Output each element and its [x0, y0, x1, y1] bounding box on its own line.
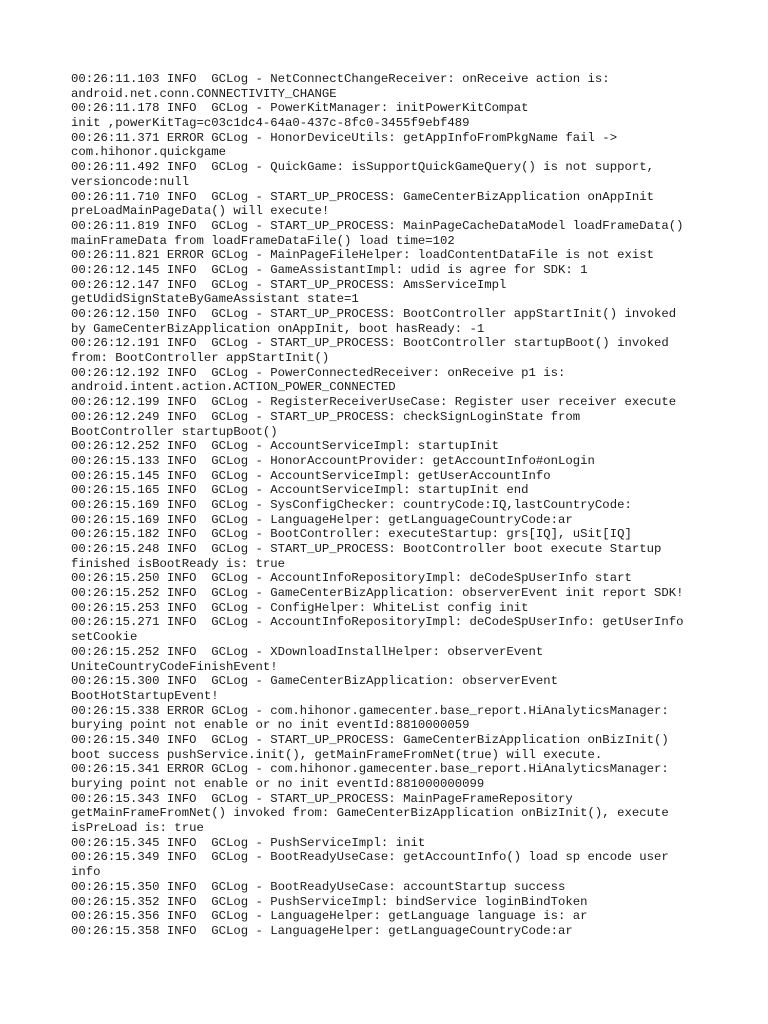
log-line: 00:26:15.252 INFO GCLog - XDownloadInstallHelper: observerEvent — [71, 644, 544, 659]
log-line: 00:26:15.145 INFO GCLog - AccountServiceImpl: getUserAccountInfo — [71, 468, 551, 483]
log-line: boot success pushService.init(), getMainFrameFromNet(true) will execute. — [71, 747, 603, 762]
log-line: 00:26:12.192 INFO GCLog - PowerConnectedReceiver: onReceive p1 is: — [71, 365, 566, 380]
log-line: 00:26:11.103 INFO GCLog - NetConnectChangeReceiver: onReceive action is: — [71, 72, 610, 86]
log-line: 00:26:15.271 INFO GCLog - AccountInfoRepositoryImpl: deCodeSpUserInfo: getUserInfo — [71, 615, 684, 630]
log-line: 00:26:12.145 INFO GCLog - GameAssistantImpl: udid is agree for SDK: 1 — [71, 262, 588, 277]
log-line: setCookie — [71, 630, 138, 645]
log-line: 00:26:11.710 INFO GCLog - START_UP_PROCESS: GameCenterBizApplication onAppInit — [71, 189, 654, 204]
log-line: 00:26:15.300 INFO GCLog - GameCenterBizApplication: observerEvent — [71, 674, 559, 689]
log-line: BootHotStartupEvent! — [71, 688, 219, 703]
log-line: 00:26:15.182 INFO GCLog - BootController: executeStartup: grs[IQ], uSit[IQ] — [71, 527, 632, 542]
log-line: 00:26:12.150 INFO GCLog - START_UP_PROCESS: BootController appStartInit() invoked — [71, 307, 677, 321]
log-line: 00:26:11.821 ERROR GCLog - MainPageFileHelper: loadContentDataFile is not exist — [71, 248, 654, 263]
log-line: 00:26:15.352 INFO GCLog - PushServiceImpl: bindService loginBindToken — [71, 894, 588, 909]
log-line: preLoadMainPageData() will execute! — [71, 204, 330, 219]
log-line: info — [71, 865, 101, 880]
log-line: versioncode:null — [71, 174, 190, 189]
log-line: 00:26:15.165 INFO GCLog - AccountServiceImpl: startupInit end — [71, 483, 529, 498]
log-line: 00:26:15.341 ERROR GCLog - com.hihonor.gamecenter.base_report.HiAnalyticsManager: — [71, 762, 669, 777]
log-line: init ,powerKitTag=c03c1dc4-64a0-437c-8fc0-3455f9ebf489 — [71, 116, 470, 131]
log-line: by GameCenterBizApplication onAppInit, boot hasReady: -1 — [71, 321, 485, 336]
log-line: android.intent.action.ACTION_POWER_CONNECTED — [71, 380, 396, 395]
log-line: 00:26:11.492 INFO GCLog - QuickGame: isSupportQuickGameQuery() is not support, — [71, 160, 654, 175]
log-line: 00:26:12.191 INFO GCLog - START_UP_PROCESS: BootController startupBoot() invoked — [71, 336, 669, 351]
log-line: 00:26:15.169 INFO GCLog - SysConfigChecker: countryCode:IQ,lastCountryCode: — [71, 497, 632, 512]
log-line: 00:26:15.250 INFO GCLog - AccountInfoRepositoryImpl: deCodeSpUserInfo start — [71, 571, 632, 586]
log-line: 00:26:15.343 INFO GCLog - START_UP_PROCESS: MainPageFrameRepository — [71, 791, 573, 806]
log-line: from: BootController appStartInit() — [71, 351, 330, 366]
log-line: 00:26:15.340 INFO GCLog - START_UP_PROCESS: GameCenterBizApplication onBizInit() — [71, 732, 669, 747]
log-line: 00:26:15.169 INFO GCLog - LanguageHelper: getLanguageCountryCode:ar — [71, 512, 573, 527]
log-line: UniteCountryCodeFinishEvent! — [71, 659, 278, 674]
log-line: 00:26:15.358 INFO GCLog - LanguageHelper: getLanguageCountryCode:ar — [71, 923, 573, 938]
log-line: 00:26:15.350 INFO GCLog - BootReadyUseCase: accountStartup success — [71, 879, 566, 894]
log-line: 00:26:15.248 INFO GCLog - START_UP_PROCESS: BootController boot execute Startup — [71, 542, 662, 556]
log-line: android.net.conn.CONNECTIVITY_CHANGE — [71, 86, 337, 101]
log-line: 00:26:12.199 INFO GCLog - RegisterReceiverUseCase: Register user receiver execute — [71, 395, 677, 410]
log-line: 00:26:15.356 INFO GCLog - LanguageHelper: getLanguage language is: ar — [71, 909, 588, 924]
log-line: BootController startupBoot() — [71, 424, 278, 439]
log-line: getUdidSignStateByGameAssistant state=1 — [71, 292, 359, 307]
log-line: 00:26:12.249 INFO GCLog - START_UP_PROCESS: checkSignLoginState from — [71, 409, 581, 424]
log-line: 00:26:15.349 INFO GCLog - BootReadyUseCase: getAccountInfo() load sp encode user — [71, 850, 669, 865]
log-line: burying point not enable or no init eventId:881000000099 — [71, 777, 485, 791]
log-line: getMainFrameFromNet() invoked from: GameCenterBizApplication onBizInit(), execute — [71, 806, 669, 821]
log-line: burying point not enable or no init eventId:8810000059 — [71, 718, 470, 733]
log-line: 00:26:12.252 INFO GCLog - AccountServiceImpl: startupInit — [71, 439, 500, 454]
log-line: 00:26:11.178 INFO GCLog - PowerKitManager: initPowerKitCompat — [71, 101, 529, 116]
log-text-block — [71, 72, 711, 939]
log-line: finished isBootReady is: true — [71, 556, 286, 571]
log-line: 00:26:15.345 INFO GCLog - PushServiceImpl: init — [71, 835, 426, 850]
log-line: 00:26:15.252 INFO GCLog - GameCenterBizApplication: observerEvent init report SDK! — [71, 586, 684, 601]
log-line: 00:26:15.133 INFO GCLog - HonorAccountProvider: getAccountInfo#onLogin — [71, 453, 595, 468]
log-line: mainFrameData from loadFrameDataFile() load time=102 — [71, 233, 455, 248]
log-line: 00:26:15.338 ERROR GCLog - com.hihonor.gamecenter.base_report.HiAnalyticsManager: — [71, 703, 669, 718]
log-line: 00:26:12.147 INFO GCLog - START_UP_PROCESS: AmsServiceImpl — [71, 277, 507, 292]
log-line: isPreLoad is: true — [71, 821, 204, 836]
log-line: 00:26:15.253 INFO GCLog - ConfigHelper: WhiteList config init — [71, 600, 529, 615]
log-line: 00:26:11.819 INFO GCLog - START_UP_PROCESS: MainPageCacheDataModel loadFrameData() — [71, 218, 684, 233]
log-line: 00:26:11.371 ERROR GCLog - HonorDeviceUtils: getAppInfoFromPkgName fail -> — [71, 130, 618, 145]
log-line: com.hihonor.quickgame — [71, 145, 226, 160]
